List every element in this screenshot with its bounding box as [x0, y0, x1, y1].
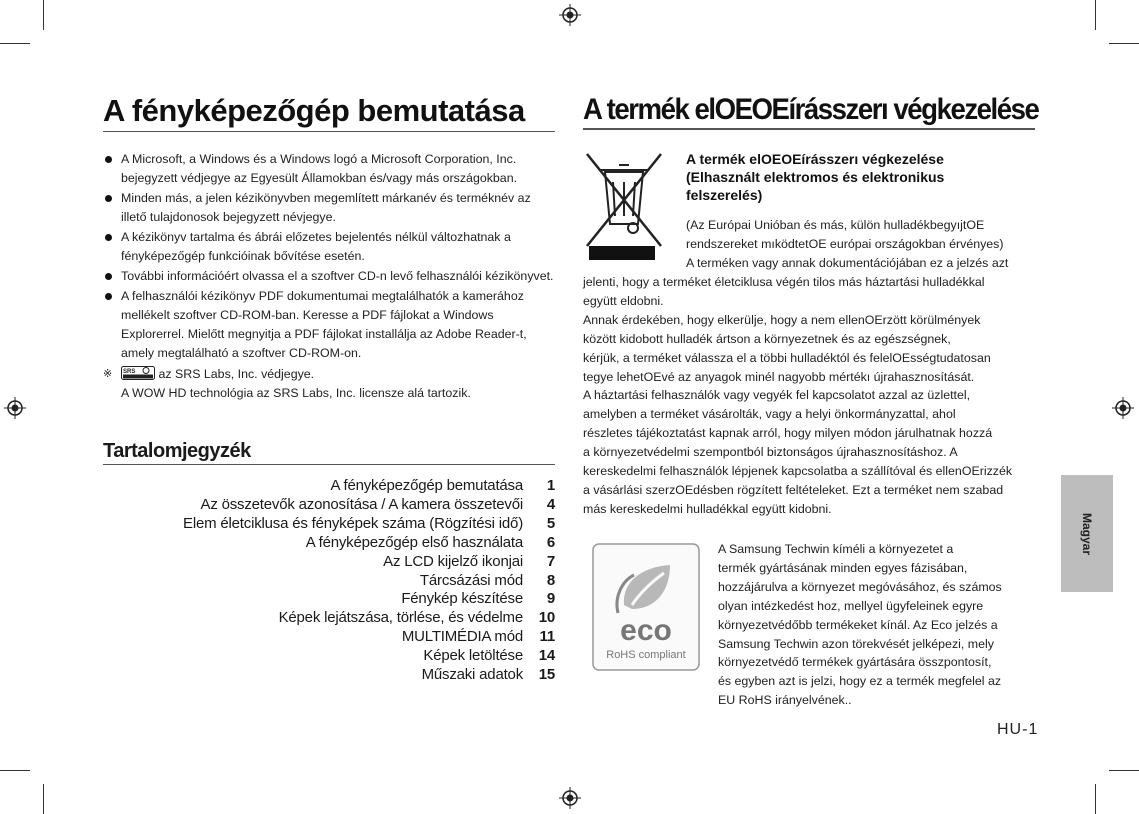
eco-description: A Samsung Techwin kíméli a környezetet a termék gyártásának minden egyes fázisában, hozzájárulva a környezet megóvásához, és számos olyan intézkedést hoz, mellyel ügyfeleinek egyre környezetvédőbb termékeket kínál. Az Eco jelzés a Samsung Techwin azon törekvését jelképezi, mely környezetvédő termékek gyártására összpontosít, és egyben azt is jelzi, hogy ez a termék megfelel az EU RoHS irányelvének.. — [718, 542, 1002, 708]
toc-list — [103, 477, 555, 685]
weee-heading: A termék elOEOEírásszerı végkezelése (Elhasznált elektromos és elektronikus felszerelés) — [686, 151, 945, 203]
note-mark: ※ — [103, 368, 113, 380]
crop-mark — [1109, 770, 1139, 771]
crop-mark — [43, 0, 44, 30]
toc-heading: Tartalomjegyzék — [103, 440, 555, 465]
toc-entry[interactable]: Képek lejátszása, törlése, és védelme 10 — [278, 609, 555, 627]
list-item: A Microsoft, a Windows és a Windows logó a Microsoft Corporation, Inc. bejegyzett védjegye az Egyesült Államokban és/vagy más országokban. — [103, 150, 555, 188]
language-tab[interactable] — [1061, 475, 1113, 592]
toc-entry[interactable]: Fénykép készítése 9 — [401, 590, 555, 608]
crop-mark — [1095, 0, 1096, 30]
wow-hd-text: A WOW HD technológia az SRS Labs, Inc. licensze alá tartozik. — [121, 386, 471, 400]
svg-text:eco: eco — [620, 614, 672, 647]
weee-intro: (Az Európai Unióban és más, külön hulladékbegyıjtOE rendszereket mıködtetOE európai országokban érvényes) A terméken vagy annak dokumentációjában ez a jelzés azt — [686, 218, 1009, 270]
toc-entry[interactable]: A fényképezőgép első használata 6 — [305, 533, 555, 551]
page-title: A fényképezőgép bemutatása — [103, 93, 555, 132]
svg-text:SRS: SRS — [123, 369, 136, 375]
trademark-note — [103, 365, 555, 403]
trademark-text: az SRS Labs, Inc. védjegye. — [158, 367, 315, 381]
srs-wow-logo-icon — [121, 366, 155, 380]
bullet-icon — [105, 234, 112, 241]
registration-mark-icon — [1112, 397, 1134, 419]
toc-entry[interactable]: Az LCD kijelző ikonjai 7 — [383, 552, 555, 570]
toc-entry[interactable]: Az összetevők azonosítása / A kamera összetevői 4 — [200, 495, 555, 513]
crop-mark — [1109, 43, 1139, 44]
crossed-out-wheelie-bin-icon — [585, 150, 663, 264]
toc-entry[interactable]: A fényképezőgép bemutatása 1 — [330, 477, 555, 494]
registration-mark-icon — [4, 397, 26, 419]
crop-mark — [1095, 784, 1096, 814]
language-tab-label: Magyar — [1080, 512, 1094, 555]
list-item: További információért olvassa el a szoftver CD-n levő felhasználói kézikönyvet. — [103, 267, 555, 286]
section-title: A termék elOEOEírásszerı végkezelése — [583, 93, 1039, 126]
toc-entry[interactable]: MULTIMÉDIA mód 11 — [401, 628, 555, 646]
list-item: A felhasználói kézikönyv PDF dokumentumai megtalálhatók a kamerához mellékelt szoftver CD-ROM-ban. Keresse a PDF fájlokat a Windows Explorerrel. Mielőtt megnyitja a PDF fájlokat installálja az Adobe Reader-t, amely megtalálható a szoftver CD-ROM-on. — [103, 287, 555, 363]
toc-entry[interactable]: Elem életciklusa és fényképek száma (Rögzítési idő) 5 — [183, 514, 555, 532]
bullet-icon — [105, 273, 112, 280]
title-rule — [583, 128, 1035, 130]
crop-mark — [0, 43, 30, 44]
list-item: Minden más, a jelen kézikönyvben megemlített márkanév és terméknév az illető tulajdonosok bejegyzett névjegye. — [103, 189, 555, 227]
bullet-icon — [105, 156, 112, 163]
svg-text:RoHS compliant: RoHS compliant — [606, 649, 686, 661]
toc-entry[interactable]: Tárcsázási mód 8 — [419, 571, 555, 589]
list-item: A kézikönyv tartalma és ábrái előzetes bejelentés nélkül változhatnak a fényképezőgép funkcióinak bővítése esetén. — [103, 228, 555, 266]
crop-mark — [0, 770, 30, 771]
left-column — [103, 93, 555, 685]
eco-rohs-logo-icon — [592, 543, 700, 671]
registration-mark-icon — [559, 4, 581, 26]
crop-mark — [43, 784, 44, 814]
weee-body: jelenti, hogy a terméket életciklusa végén tilos más háztartási hulladékkal együtt eldobni. Annak érdekében, hogy elkerülje, hogy a nem ellenOErzött körülmények között kidobott hulladék ártson a környezetnek és az egészségnek, kérjük, a terméket válassza el a többi hulladéktól és felelOEsségtudatosan tegye lehetOEvé az anyagok minél nagyobb mértékı újrahasznosítását. A háztartási felhasználók vagy vegyék fel kapcsolatot azzal az üzlettel, amelyben a terméket vásárolták, vagy a helyi önkormányzattal, ahol részletes tájékoztatást kapnak arról, hogy milyen módon járulhatnak hozzá a környezetvédelmi szempontból biztonságos újrahasznosításhoz. A kereskedelmi felhasználók lépjenek kapcsolatba a szállítóval és ellenOErizzék a vásárlási szerzOEdésben rögzített feltételeket. Ezt a terméket nem szabad más kereskedelmi hulladékkal együtt kidobni. — [583, 275, 1013, 516]
bullet-icon — [105, 195, 112, 202]
toc-entry[interactable]: Műszaki adatok 15 — [421, 666, 555, 684]
registration-mark-icon — [559, 787, 581, 809]
toc-entry[interactable]: Képek letöltése 14 — [423, 647, 555, 665]
notice-list — [103, 150, 555, 363]
bullet-icon — [105, 293, 112, 300]
page-number: HU-1 — [997, 721, 1039, 738]
